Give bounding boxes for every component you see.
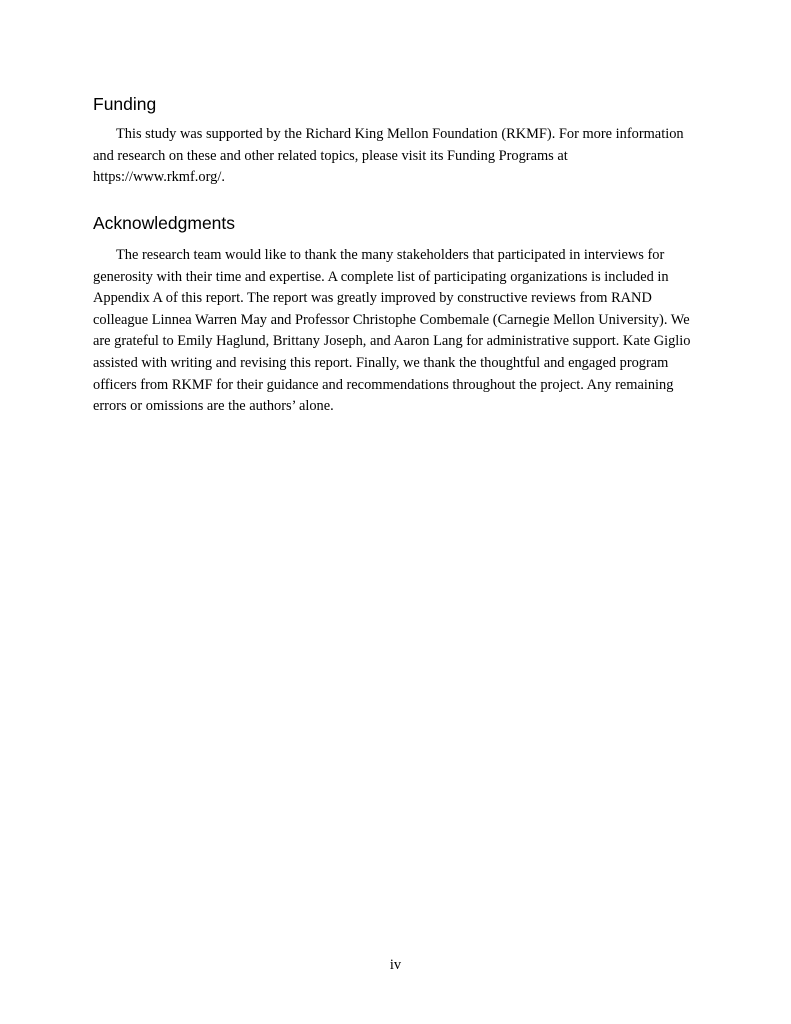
acknowledgments-paragraph: The research team would like to thank the many stakeholders that participated in interviews for generosity with their time and expertise. A complete list of participating organizations is included in Appendix A of this report. The report was greatly improved by constructive reviews from RAND colleague Linnea Warren May and Professor Christophe Combemale (Carnegie Mellon University). We are grateful to Emily Haglund, Brittany Joseph, and Aaron Lang for administrative support. Kate Giglio assisted with writing and revising this report. Finally, we thank the thoughtful and engaged program officers from RKMF for their guidance and recommendations throughout the project. Any remaining errors or omissions are the authors’ alone. bbox=[93, 247, 691, 415]
funding-paragraph: This study was supported by the Richard King Mellon Foundation (RKMF). For more information and research on these and other related topics, please visit its Funding Programs at https://www.rkmf.org/. bbox=[93, 126, 684, 186]
page-number: iv bbox=[389, 957, 402, 973]
acknowledgments-heading: Acknowledgments bbox=[93, 213, 236, 233]
funding-heading: Funding bbox=[93, 94, 157, 114]
